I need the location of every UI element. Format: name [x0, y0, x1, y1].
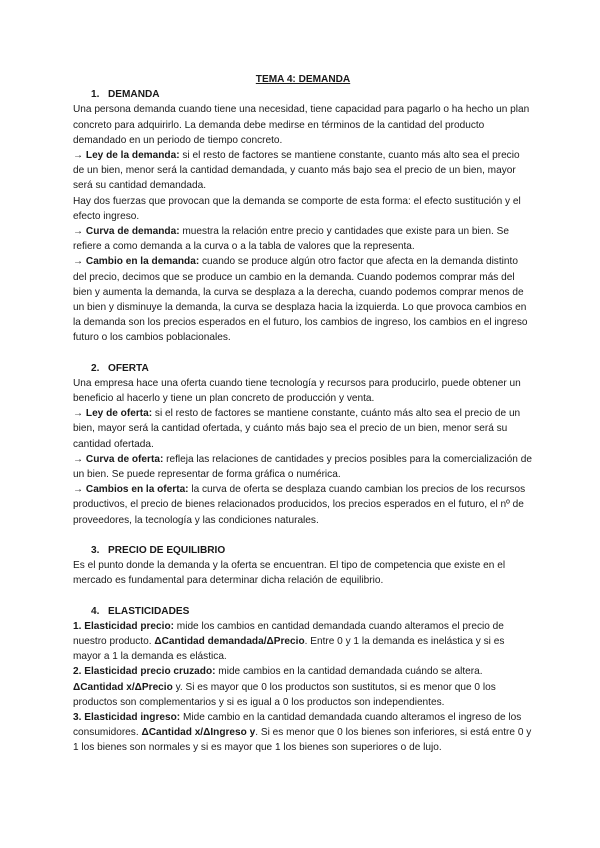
- elasticidad-cruzada-paragraph: [73, 664, 533, 710]
- curva-demanda-text: muestra la relación entre precio y cantidades que existe para un bien. Se refiere a como demanda a la curva o a la tabla de valores que la representa.: [73, 226, 509, 253]
- elasticidad-precio-term: 1. Elasticidad precio:: [73, 620, 174, 632]
- curva-demanda-term: → Curva de demanda:: [73, 226, 180, 238]
- equilibrio-paragraph: Es el punto donde la demanda y la oferta se encuentran. El tipo de competencia que existe en el mercado es fundamental para determinar dicha relación de equilibrio.: [73, 560, 506, 587]
- section-heading-demanda: [73, 87, 533, 102]
- cambio-demanda-paragraph: [73, 254, 533, 345]
- cambios-oferta-text: la curva de oferta se desplaza cuando cambian los precios de los recursos productivos, el precio de bienes relacionados producidos, los precios esperados en el futuro, el nº de proveedores, la tecnología y las condiciones naturales.: [73, 484, 526, 526]
- elasticidad-ingreso-term: 3. Elasticidad ingreso:: [73, 711, 181, 723]
- document-content: [73, 72, 533, 756]
- elasticidad-cruzada-term: 2. Elasticidad precio cruzado:: [73, 666, 216, 678]
- section-number: 4.: [91, 605, 100, 617]
- elasticidad-precio-paragraph: [73, 619, 533, 665]
- elasticidad-ingreso-paragraph: [73, 710, 533, 756]
- ley-demanda-term: → Ley de la demanda:: [73, 150, 180, 162]
- fuerzas-paragraph: Hay dos fuerzas que provocan que la demanda se comporte de esta forma: el efecto sustitución y el efecto ingreso.: [73, 195, 521, 222]
- ley-demanda-paragraph: [73, 148, 533, 194]
- elasticidad-cruzada-formula: ΔCantidad x/ΔPrecio: [73, 681, 173, 693]
- elasticidad-precio-text: mide los cambios en cantidad demandada cuando alteramos el precio de nuestro producto.: [73, 620, 504, 647]
- section-heading-precio-equilibrio: [73, 543, 533, 558]
- ley-oferta-text: si el resto de factores se mantiene constante, cuánto más alto sea el precio de un bien, mayor será la cantidad ofertada, y cuánto más bajo sea el precio de un bien, menor será su cantidad ofertada.: [73, 408, 521, 450]
- section-spacer: [73, 589, 533, 604]
- elasticidad-precio-text-end: . Entre 0 y 1 la demanda es inelástica y si es mayor a 1 la demanda es elástica.: [73, 635, 505, 663]
- section-title: ELASTICIDADES: [108, 605, 190, 617]
- curva-oferta-term: → Curva de oferta:: [73, 453, 164, 465]
- oferta-intro: Una empresa hace una oferta cuando tiene tecnología y recursos para producirlo, puede obtener un beneficio al hacerlo y tiene un plan concreto de producción y venta.: [73, 377, 521, 405]
- elasticidad-ingreso-formula: ΔCantidad x/ΔIngreso y: [141, 727, 256, 739]
- cambios-oferta-paragraph: [73, 482, 533, 528]
- ley-oferta-term: → Ley de oferta:: [73, 408, 153, 420]
- section-title: PRECIO DE EQUILIBRIO: [108, 544, 226, 556]
- page-title: TEMA 4: DEMANDA: [255, 74, 351, 85]
- elasticidad-ingreso-text-end: . Si es menor que 0 los bienes son inferiores, si está entre 0 y 1 los bienes son normales y si es mayor que 1 los bienes son superiores o de lujo.: [73, 727, 532, 754]
- section-title: OFERTA: [108, 362, 149, 374]
- section-title: DEMANDA: [108, 89, 160, 101]
- section-number: 3.: [91, 544, 100, 556]
- elasticidad-cruzada-text: mide cambios en la cantidad demandada cuándo se altera.: [215, 666, 483, 678]
- section-heading-oferta: [73, 361, 533, 376]
- elasticidad-precio-formula: ΔCantidad demandada/ΔPrecio: [154, 635, 305, 647]
- cambio-demanda-text: cuando se produce algún otro factor que afecta en la demanda distinto del precio, decimos que se produce un cambio en la demanda. Cuando podemos comprar más del bien y aumenta la demanda, la curva se desplaza a la derecha, cuando podemos comprar menos de un bien y disminuye la demanda, la curva se desplaza hacia la izquierda. Lo que provoca cambios en la demanda son los precios esperados en el futuro, los cambios de ingreso, los cambios en el ingreso futuro o los cambios poblacionales.: [73, 256, 528, 344]
- curva-demanda-paragraph: [73, 224, 533, 254]
- section-number: 1.: [91, 89, 100, 101]
- section-spacer: [73, 528, 533, 543]
- cambio-demanda-term: → Cambio en la demanda:: [73, 256, 200, 268]
- curva-oferta-text: refleja las relaciones de cantidades y precios posibles para la comercialización de un bien. Se puede representar de forma gráfica o numérica.: [73, 453, 532, 481]
- curva-oferta-paragraph: [73, 452, 533, 482]
- ley-oferta-paragraph: [73, 406, 533, 452]
- cambios-oferta-term: → Cambios en la oferta:: [73, 484, 189, 496]
- ley-demanda-text: si el resto de factores se mantiene constante, cuanto más alto sea el precio de un bien, menor será la cantidad demandada, y cuanto más bajo sea el precio de un bien, mayor será su cantidad demandada.: [73, 150, 520, 192]
- elasticidad-cruzada-text-end: y. Si es mayor que 0 los productos son sustitutos, si es menor que 0 los productos son complementarios y si es igual a 0 los productos son independientes.: [73, 681, 496, 708]
- section-heading-elasticidades: [73, 604, 533, 619]
- section-number: 2.: [91, 362, 100, 374]
- elasticidad-ingreso-text: Mide cambio en la cantidad demandada cuando alteramos el ingreso de los consumidores.: [73, 711, 522, 739]
- demanda-intro: Una persona demanda cuando tiene una necesidad, tiene capacidad para pagarlo o ha hecho un plan concreto para adquirirlo. La demanda debe medirse en términos de la cantidad del producto demandado en un periodo de tiempo concreto.: [73, 104, 530, 146]
- section-spacer: [73, 346, 533, 361]
